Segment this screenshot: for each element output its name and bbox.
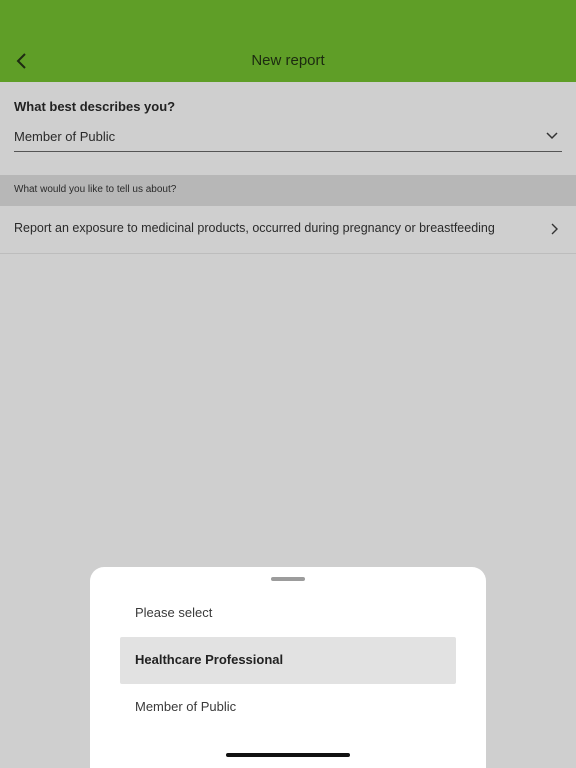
list-item-label: Report an exposure to medicinal products, occurred during pregnancy or breastfeeding xyxy=(14,221,495,235)
describes-you-select[interactable] xyxy=(14,124,562,152)
select-value: Member of Public xyxy=(14,129,116,144)
topics-heading: What would you like to tell us about? xyxy=(14,184,177,195)
chevron-down-icon xyxy=(546,131,558,141)
option-label: Healthcare Professional xyxy=(135,652,284,667)
describes-you-label: What best describes you? xyxy=(14,99,176,114)
list-item-pregnancy-exposure[interactable] xyxy=(0,206,576,254)
sheet-drag-handle[interactable] xyxy=(271,577,305,581)
option-member-of-public[interactable] xyxy=(120,684,456,731)
picker-bottom-sheet xyxy=(90,567,486,768)
chevron-right-icon xyxy=(551,223,559,235)
option-label: Member of Public xyxy=(135,699,237,714)
top-app-bar xyxy=(0,0,576,82)
topics-section-header xyxy=(0,175,576,206)
home-indicator xyxy=(226,753,350,757)
option-healthcare-professional[interactable] xyxy=(120,637,456,684)
option-label: Please select xyxy=(135,605,213,620)
option-please-select[interactable] xyxy=(120,590,456,637)
page-title: New report xyxy=(251,52,325,69)
